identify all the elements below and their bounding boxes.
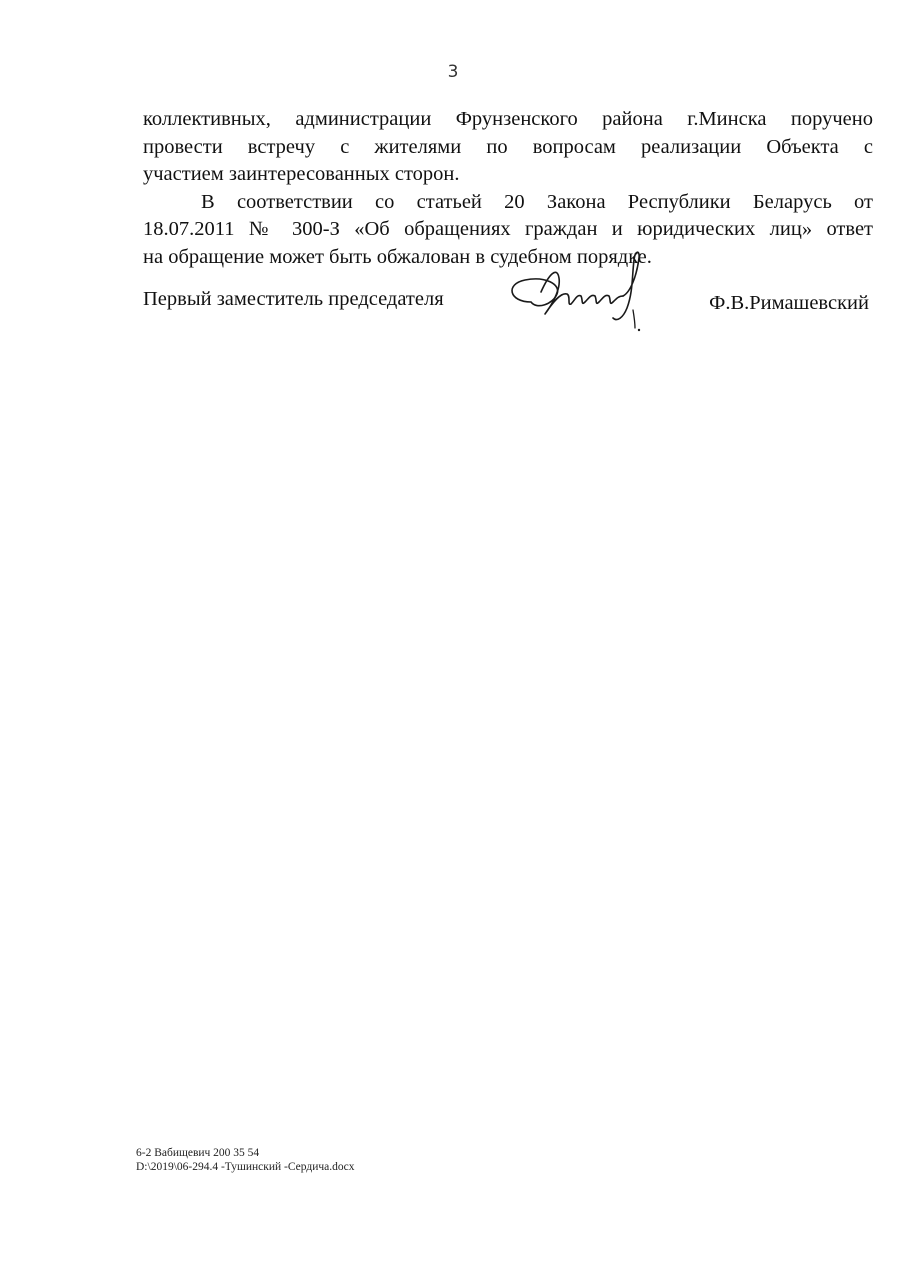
text-line: В соответствии со статьей 20 Закона Республики Беларусь от [201,190,873,213]
paragraph-1 [143,106,873,189]
signature-block [143,280,873,340]
signatory-name: Ф.В.Римашевский [709,292,869,314]
file-path: D:\2019\06-294.4 -Тушинский -Сердича.docx [136,1161,355,1173]
text-line: 18.07.2011 № 300-З «Об обращениях граждан и юридических лиц» ответ [143,218,873,240]
page-number: 3 [447,62,459,82]
text-line: коллективных, администрации Фрунзенского района г.Минска поручено [143,108,873,130]
handwritten-signature [501,244,661,340]
text-line: на обращение может быть обжалован в судебном порядке. [143,245,652,268]
document-footer [136,1146,355,1174]
signatory-position: Первый заместитель председателя [143,288,444,310]
text-line: участием заинтересованных сторон. [143,163,460,185]
executor-info: 6-2 Вабищевич 200 35 54 [136,1147,260,1159]
text-line: провести встречу с жителями по вопросам реализации Объекта с [143,135,873,158]
